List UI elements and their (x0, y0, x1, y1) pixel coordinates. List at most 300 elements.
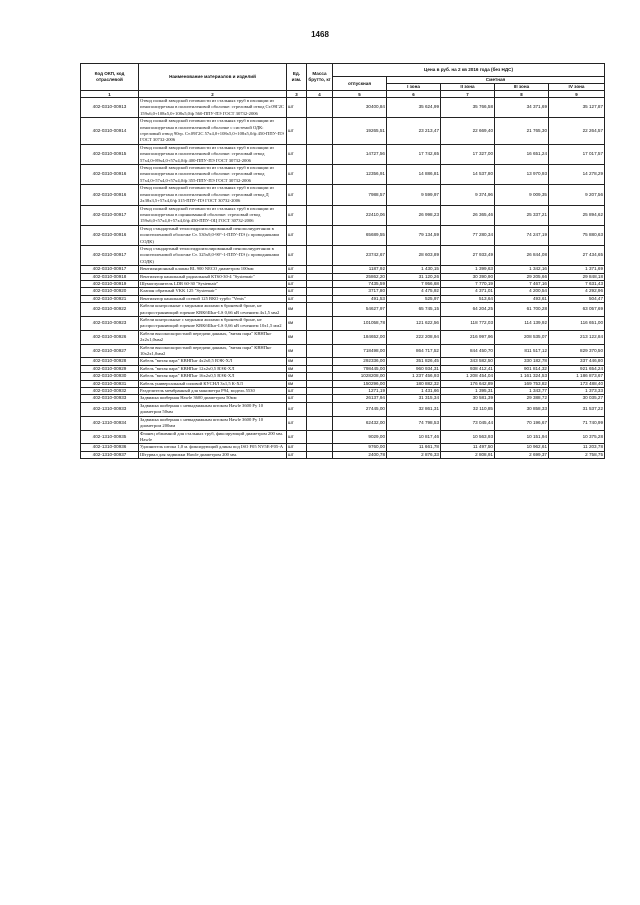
table-row (81, 295, 605, 302)
zone-4-price: 116 651,00 (549, 317, 605, 331)
item-mass (307, 205, 333, 225)
zone-2-price: 7 770,19 (441, 280, 495, 287)
table-row (81, 358, 605, 365)
release-price: 14727,56 (333, 144, 387, 164)
item-name: Кабель "витая пара" КВНПнг 16х2х0,5 ВЭК-ХЛ (139, 373, 287, 380)
item-code: 402-0310-00932 (81, 388, 139, 395)
item-code: 402-0310-00929 (81, 365, 139, 372)
zone-1-price: 35 624,99 (387, 98, 441, 118)
table-row (81, 430, 605, 444)
item-unit: шт (287, 444, 307, 451)
header-zone-3: III зона (495, 84, 549, 91)
release-price: 7435,59 (333, 280, 387, 287)
zone-3-price: 811 517,12 (495, 344, 549, 358)
zone-4-price: 1 186 873,67 (549, 373, 605, 380)
item-name: Отвод полной заводской готовности из стальных труб в изоляции из пенополиуретана в полиэтиленовой оболочке: стреловый отвод 57х4,0+57х4,0+57х4,0/ф 355-ППУ-ПЭ ГОСТ 30732-2006 (139, 165, 287, 185)
item-mass (307, 225, 333, 245)
zone-2-price: 1 395,31 (441, 388, 495, 395)
zone-4-price: 63 057,69 (549, 303, 605, 317)
release-price: 150296,00 (333, 380, 387, 387)
item-code: 402-1310-00934 (81, 416, 139, 430)
zone-2-price: 343 582,50 (441, 358, 495, 365)
item-unit: км (287, 344, 307, 358)
header-zone-4: IV зона (549, 84, 605, 91)
table-row (81, 225, 605, 245)
zone-4-price: 22 264,57 (549, 118, 605, 145)
zone-1-price: 31 315,34 (387, 395, 441, 402)
zone-4-price: 14 278,29 (549, 165, 605, 185)
zone-3-price: 74 247,19 (495, 225, 549, 245)
zone-3-price: 61 700,28 (495, 303, 549, 317)
item-mass (307, 430, 333, 444)
zone-2-price: 17 327,00 (441, 144, 495, 164)
zone-1-price: 74 798,53 (387, 416, 441, 430)
item-code: 402-0310-00933 (81, 395, 139, 402)
item-name: Штурвал для задвижки Hawle диаметром 200 мм. (139, 451, 287, 458)
item-name: Кабели контрольные с медными жилами в броневой броне, не распространяющий горение КВКбШнг-LS 0,66 кВ сечением 10х1,5 мм2 (139, 317, 287, 331)
zone-4-price: 35 127,87 (549, 98, 605, 118)
item-unit: км (287, 373, 307, 380)
item-code: 402-0310-00926 (81, 330, 139, 344)
header-price-group: Цена в руб. на 2 кв 2016 года (без НДС) (333, 64, 605, 77)
zone-4-price: 75 880,63 (549, 225, 605, 245)
release-price: 7988,57 (333, 185, 387, 205)
item-code: 402-0310-00916 (81, 185, 139, 205)
zone-3-price: 13 970,93 (495, 165, 549, 185)
zone-1-price: 351 826,45 (387, 358, 441, 365)
release-price: 54627,97 (333, 303, 387, 317)
table-body (81, 98, 605, 459)
zone-1-price: 864 717,52 (387, 344, 441, 358)
item-mass (307, 358, 333, 365)
zone-4-price: 921 654,24 (549, 365, 605, 372)
item-code: 402-0310-00918 (81, 273, 139, 280)
zone-3-price: 26 844,08 (495, 245, 549, 265)
release-price: 65689,55 (333, 225, 387, 245)
zone-2-price: 30 581,39 (441, 395, 495, 402)
zone-2-price: 77 280,34 (441, 225, 495, 245)
item-unit: шт (287, 388, 307, 395)
zone-3-price: 4 200,54 (495, 288, 549, 295)
item-code: 402-1310-00935 (81, 430, 139, 444)
table-row (81, 273, 605, 280)
zone-1-price: 17 742,65 (387, 144, 441, 164)
zone-1-price: 1 431,66 (387, 388, 441, 395)
zone-2-price: 513,64 (441, 295, 495, 302)
zone-3-price: 330 182,78 (495, 358, 549, 365)
release-price: 30400,84 (333, 98, 387, 118)
release-price: 3717,80 (333, 288, 387, 295)
zone-3-price: 10 151,94 (495, 430, 549, 444)
table-row (81, 444, 605, 451)
item-name: Вентилятор канальный радиальный КТ60-30-4 "Systemair" (139, 273, 287, 280)
item-unit: шт (287, 451, 307, 458)
item-code: 402-1310-00937 (81, 451, 139, 458)
zone-3-price: 1 342,16 (495, 266, 549, 273)
header-estimate-price: Сметная (387, 77, 605, 84)
item-mass (307, 402, 333, 416)
item-mass (307, 280, 333, 287)
zone-2-price: 73 045,44 (441, 416, 495, 430)
item-name: Отвод полной заводской готовности из стальных труб в изоляции из пенополиуретана в полиэтиленовой оболочке: стреловый отвод Д 2х38х3,5+57х4,0/ф 315-ППУ-ПЭ ГОСТ 30732-2006 (139, 185, 287, 205)
item-unit: шт (287, 165, 307, 185)
item-mass (307, 365, 333, 372)
item-name: Отвод стандартный теплогидроизолированный пенополиуретаном в полиэтиленовой оболочке Ст. 325х8,0-90°-1-ППУ-ПЭ (с проводниками СОДК) (139, 245, 287, 265)
item-code: 402-0310-00917 (81, 205, 139, 225)
zone-3-price: 21 765,30 (495, 118, 549, 145)
item-unit: шт (287, 273, 307, 280)
column-number: 2 (139, 91, 287, 98)
release-price: 19265,51 (333, 118, 387, 145)
release-price: 718498,00 (333, 344, 387, 358)
zone-4-price: 27 434,65 (549, 245, 605, 265)
release-price: 184652,00 (333, 330, 387, 344)
table-row (81, 185, 605, 205)
zone-3-price: 29 205,66 (495, 273, 549, 280)
item-unit: км (287, 330, 307, 344)
zone-1-price: 32 861,31 (387, 402, 441, 416)
table-row (81, 365, 605, 372)
item-name: Отвод полной заводской готовности из стальных труб в изоляции из пенополиуретана в полиэтиленовой оболочке: стреловый отвод 57х4,0+89х4,0+57х4,0/ф 400-ППУ-ПЭ ГОСТ 30732-2006 (139, 144, 287, 164)
item-name: Разделитель мембранный для манометра Р94, модель 5530 (139, 388, 287, 395)
item-code: 402-0310-00927 (81, 344, 139, 358)
zone-3-price: 493,61 (495, 295, 549, 302)
item-name: Кабели высокоскоростной передачи данных, "витая пара" КВНПнг 10х2х1,0мм2 (139, 344, 287, 358)
table-row (81, 416, 605, 430)
zone-2-price: 176 642,89 (441, 380, 495, 387)
zone-4-price: 173 488,40 (549, 380, 605, 387)
zone-2-price: 844 450,70 (441, 344, 495, 358)
item-unit: шт (287, 395, 307, 402)
zone-4-price: 504,47 (549, 295, 605, 302)
item-name: Задвижка шиберная Hawle 3600 диаметром 50мм (139, 395, 287, 402)
item-unit: шт (287, 98, 307, 118)
table-row (81, 266, 605, 273)
item-name: Задвижка шиберная с невыдвижным штоком Hawle 3600 Ру 10 диаметром 50мм (139, 402, 287, 416)
item-unit: шт (287, 430, 307, 444)
zone-3-price: 34 371,69 (495, 98, 549, 118)
item-name: Задвижка шиберная с невыдвижным штоком Hawle 3600 Ру 10 диаметром 200мм (139, 416, 287, 430)
table-row (81, 402, 605, 416)
zone-4-price: 25 894,62 (549, 205, 605, 225)
zone-4-price: 213 122,84 (549, 330, 605, 344)
zone-2-price: 35 766,58 (441, 98, 495, 118)
zone-4-price: 11 203,78 (549, 444, 605, 451)
zone-2-price: 30 390,90 (441, 273, 495, 280)
zone-2-price: 22 669,40 (441, 118, 495, 145)
item-unit: шт (287, 266, 307, 273)
item-name: Вентиляционный клапан RL 900 NECO диаметром 100мм (139, 266, 287, 273)
zone-1-price: 31 120,26 (387, 273, 441, 280)
zone-4-price: 2 758,75 (549, 451, 605, 458)
item-unit: шт (287, 185, 307, 205)
table-row (81, 288, 605, 295)
zone-1-price: 1 237 456,93 (387, 373, 441, 380)
zone-1-price: 222 208,94 (387, 330, 441, 344)
item-name: Удлинитель штока 1,0 м. фиксирующий длины под ISO F05 NV5E-F05-А (139, 444, 287, 451)
item-unit: км (287, 358, 307, 365)
header-mass: Масса брутто, кг (307, 64, 333, 91)
item-mass (307, 373, 333, 380)
item-name: Шумоглушитель LDR 60-30 "Systemair" (139, 280, 287, 287)
page-number: 1468 (311, 30, 329, 39)
zone-1-price: 180 882,32 (387, 380, 441, 387)
item-name: Фланец обжимной для стальных труб, фиксирующий диаметром 200 мм. Hawle (139, 430, 287, 444)
item-code: 402-1310-00933 (81, 402, 139, 416)
release-price: 292336,00 (333, 358, 387, 365)
item-code: 402-0310-00921 (81, 295, 139, 302)
item-unit: шт (287, 144, 307, 164)
item-unit: шт (287, 280, 307, 287)
header-zone-2: II зона (441, 84, 495, 91)
item-mass (307, 317, 333, 331)
item-name: Отвод полной заводской готовности из стальных труб в изоляции из пенополиуретана в полиэтиленовой оболочке: стреловый отвод Ст.09Г2С 159х6,0+108х5,0+108х5,0/ф 560-ППУ-ПЭ ГОСТ 30732-2006 (139, 98, 287, 118)
item-unit: шт (287, 118, 307, 145)
item-name: Клапан обратный VKK 125 "Systemair" (139, 288, 287, 295)
table-row (81, 165, 605, 185)
release-price: 1187,92 (333, 266, 387, 273)
zone-2-price: 118 772,03 (441, 317, 495, 331)
item-code: 402-0310-00923 (81, 317, 139, 331)
column-number: 3 (287, 91, 307, 98)
zone-2-price: 64 204,25 (441, 303, 495, 317)
zone-2-price: 9 374,96 (441, 185, 495, 205)
zone-3-price: 1 161 324,53 (495, 373, 549, 380)
item-mass (307, 344, 333, 358)
zone-4-price: 29 848,18 (549, 273, 605, 280)
zone-3-price: 29 388,72 (495, 395, 549, 402)
release-price: 27445,00 (333, 402, 387, 416)
item-unit: шт (287, 245, 307, 265)
header-code: Код ОКП, код отраслевой (81, 64, 139, 91)
item-mass (307, 380, 333, 387)
zone-2-price: 938 412,41 (441, 365, 495, 372)
item-mass (307, 165, 333, 185)
item-unit: км (287, 365, 307, 372)
zone-2-price: 10 563,93 (441, 430, 495, 444)
item-code: 402-0310-00922 (81, 303, 139, 317)
release-price: 2400,78 (333, 451, 387, 458)
item-name: Кабель универсальный силовой КУСНЛ 3х1,5 К-ХЛ (139, 380, 287, 387)
table-row (81, 317, 605, 331)
item-mass (307, 288, 333, 295)
item-code: 402-0310-00917 (81, 245, 139, 265)
item-name: Кабель "витая пара" КВНПнг 4х2х0,5 ВЭК-ХЛ (139, 358, 287, 365)
price-table (80, 63, 605, 459)
zone-4-price: 10 375,28 (549, 430, 605, 444)
zone-3-price: 10 962,61 (495, 444, 549, 451)
column-number: 4 (307, 91, 333, 98)
zone-4-price: 7 631,43 (549, 280, 605, 287)
item-mass (307, 444, 333, 451)
zone-1-price: 2 876,33 (387, 451, 441, 458)
item-unit: шт (287, 205, 307, 225)
item-unit: шт (287, 288, 307, 295)
zone-1-price: 11 661,78 (387, 444, 441, 451)
zone-3-price: 16 651,24 (495, 144, 549, 164)
zone-3-price: 2 699,37 (495, 451, 549, 458)
item-unit: км (287, 380, 307, 387)
item-mass (307, 118, 333, 145)
zone-1-price: 79 134,59 (387, 225, 441, 245)
item-mass (307, 416, 333, 430)
zone-2-price: 26 365,46 (441, 205, 495, 225)
release-price: 9029,00 (333, 430, 387, 444)
zone-1-price: 121 622,56 (387, 317, 441, 331)
item-code: 402-0310-00915 (81, 144, 139, 164)
release-price: 1028208,00 (333, 373, 387, 380)
item-mass (307, 303, 333, 317)
zone-3-price: 9 009,35 (495, 185, 549, 205)
item-name: Кабель "витая пара" КВНПнг 12х2х0,5 ВЭК-ХЛ (139, 365, 287, 372)
release-price: 1271,19 (333, 388, 387, 395)
zone-3-price: 70 196,67 (495, 416, 549, 430)
table-row (81, 380, 605, 387)
table-row (81, 388, 605, 395)
item-mass (307, 451, 333, 458)
item-code: 402-0310-00916 (81, 225, 139, 245)
zone-1-price: 10 817,46 (387, 430, 441, 444)
zone-3-price: 30 858,33 (495, 402, 549, 416)
table-row (81, 144, 605, 164)
table-row (81, 344, 605, 358)
zone-4-price: 9 207,56 (549, 185, 605, 205)
zone-1-price: 4 475,92 (387, 288, 441, 295)
zone-1-price: 525,97 (387, 295, 441, 302)
release-price: 23742,67 (333, 245, 387, 265)
item-name: Отвод полной заводской готовности из стальных труб в изоляции из пенополиуретана в полиэтиленовой оболочке с системой ОДК: стреловый отвод 90гр. Ст.09Г2С 57х4,0+108х5,0+108х5,0/ф 450-ППУ-ПЭ ГОСТ 30732-2006 (139, 118, 287, 145)
item-mass (307, 330, 333, 344)
item-code: 402-1310-00936 (81, 444, 139, 451)
release-price: 12356,91 (333, 165, 387, 185)
item-unit: шт (287, 416, 307, 430)
zone-1-price: 23 213,47 (387, 118, 441, 145)
zone-4-price: 31 537,22 (549, 402, 605, 416)
item-mass (307, 273, 333, 280)
table-row (81, 330, 605, 344)
zone-3-price: 114 139,92 (495, 317, 549, 331)
zone-2-price: 27 933,49 (441, 245, 495, 265)
item-code: 402-0310-00931 (81, 380, 139, 387)
release-price: 798445,00 (333, 365, 387, 372)
item-code: 402-0310-00917 (81, 266, 139, 273)
header-release-price: отпускная (333, 77, 387, 91)
zone-1-price: 65 745,15 (387, 303, 441, 317)
item-mass (307, 144, 333, 164)
item-mass (307, 185, 333, 205)
column-number: 6 (387, 91, 441, 98)
item-mass (307, 395, 333, 402)
item-code: 402-0310-00914 (81, 118, 139, 145)
column-number: 1 (81, 91, 139, 98)
zone-2-price: 2 808,91 (441, 451, 495, 458)
zone-2-price: 11 497,50 (441, 444, 495, 451)
zone-2-price: 14 537,80 (441, 165, 495, 185)
item-code: 402-0310-00916 (81, 165, 139, 185)
table-row (81, 303, 605, 317)
item-name: Отвод стандартный теплогидроизолированный пенополиуретаном в полиэтиленовой оболочке Ст. 530х9,0-90°-1-ППУ-ПЭ (с проводниками СОДК) (139, 225, 287, 245)
zone-2-price: 4 371,01 (441, 288, 495, 295)
item-mass (307, 98, 333, 118)
release-price: 26137,94 (333, 395, 387, 402)
item-mass (307, 245, 333, 265)
zone-4-price: 30 035,27 (549, 395, 605, 402)
item-code: 402-0310-00928 (81, 358, 139, 365)
item-name: Отвод полной заводской готовности из стальных труб в изоляции из пенополиуретана в оцинкованной оболочке: стреловый отвод 159х6,0+57х4,0+57х4,0/ф 450-ППУ-ОЦ ГОСТ 30732-2006 (139, 205, 287, 225)
zone-1-price: 1 430,15 (387, 266, 441, 273)
zone-3-price: 1 343,77 (495, 388, 549, 395)
column-number: 9 (549, 91, 605, 98)
item-name: Вентилятор канальный осевой 125 ВКО турбо "Vents" (139, 295, 287, 302)
release-price: 9760,00 (333, 444, 387, 451)
zone-4-price: 71 740,99 (549, 416, 605, 430)
item-mass (307, 266, 333, 273)
item-name: Кабели контрольные с медными жилами в броневой броне, не распространяющий горение КВКбШнг-LS 0,66 кВ сечением 4х1,5 мм2 (139, 303, 287, 317)
zone-2-price: 32 110,85 (441, 402, 495, 416)
release-price: 491,53 (333, 295, 387, 302)
zone-2-price: 1 208 454,04 (441, 373, 495, 380)
zone-4-price: 17 017,57 (549, 144, 605, 164)
table-row (81, 98, 605, 118)
table-row (81, 373, 605, 380)
item-unit: км (287, 317, 307, 331)
release-price: 22410,06 (333, 205, 387, 225)
item-unit: км (287, 303, 307, 317)
header-unit: Ед. изм. (287, 64, 307, 91)
item-code: 402-0310-00913 (81, 98, 139, 118)
zone-4-price: 337 446,80 (549, 358, 605, 365)
zone-3-price: 169 753,82 (495, 380, 549, 387)
zone-1-price: 14 886,81 (387, 165, 441, 185)
zone-4-price: 1 373,33 (549, 388, 605, 395)
column-number: 8 (495, 91, 549, 98)
release-price: 62432,00 (333, 416, 387, 430)
item-name: Кабели высокоскоростной передачи данных, "витая пара" КВНПнг 2х2х1,0мм2 (139, 330, 287, 344)
zone-2-price: 216 997,96 (441, 330, 495, 344)
item-unit: шт (287, 295, 307, 302)
item-unit: шт (287, 402, 307, 416)
zone-4-price: 829 370,50 (549, 344, 605, 358)
table-row (81, 118, 605, 145)
item-unit: шт (287, 225, 307, 245)
item-code: 402-0310-00920 (81, 288, 139, 295)
table-row (81, 280, 605, 287)
zone-2-price: 1 399,63 (441, 266, 495, 273)
table-row (81, 395, 605, 402)
zone-4-price: 1 371,69 (549, 266, 605, 273)
header-name: Наименование материалов и изделий (139, 64, 287, 91)
item-mass (307, 388, 333, 395)
table-row (81, 245, 605, 265)
zone-1-price: 7 956,68 (387, 280, 441, 287)
zone-3-price: 7 467,16 (495, 280, 549, 287)
zone-1-price: 9 599,97 (387, 185, 441, 205)
column-number: 7 (441, 91, 495, 98)
zone-1-price: 960 934,31 (387, 365, 441, 372)
zone-3-price: 901 814,32 (495, 365, 549, 372)
zone-3-price: 25 337,21 (495, 205, 549, 225)
item-mass (307, 295, 333, 302)
item-code: 402-0310-00930 (81, 373, 139, 380)
zone-4-price: 4 292,96 (549, 288, 605, 295)
zone-1-price: 26 998,23 (387, 205, 441, 225)
table-row (81, 451, 605, 458)
table-row (81, 205, 605, 225)
release-price: 25862,20 (333, 273, 387, 280)
zone-1-price: 28 603,89 (387, 245, 441, 265)
column-number: 5 (333, 91, 387, 98)
release-price: 101058,78 (333, 317, 387, 331)
